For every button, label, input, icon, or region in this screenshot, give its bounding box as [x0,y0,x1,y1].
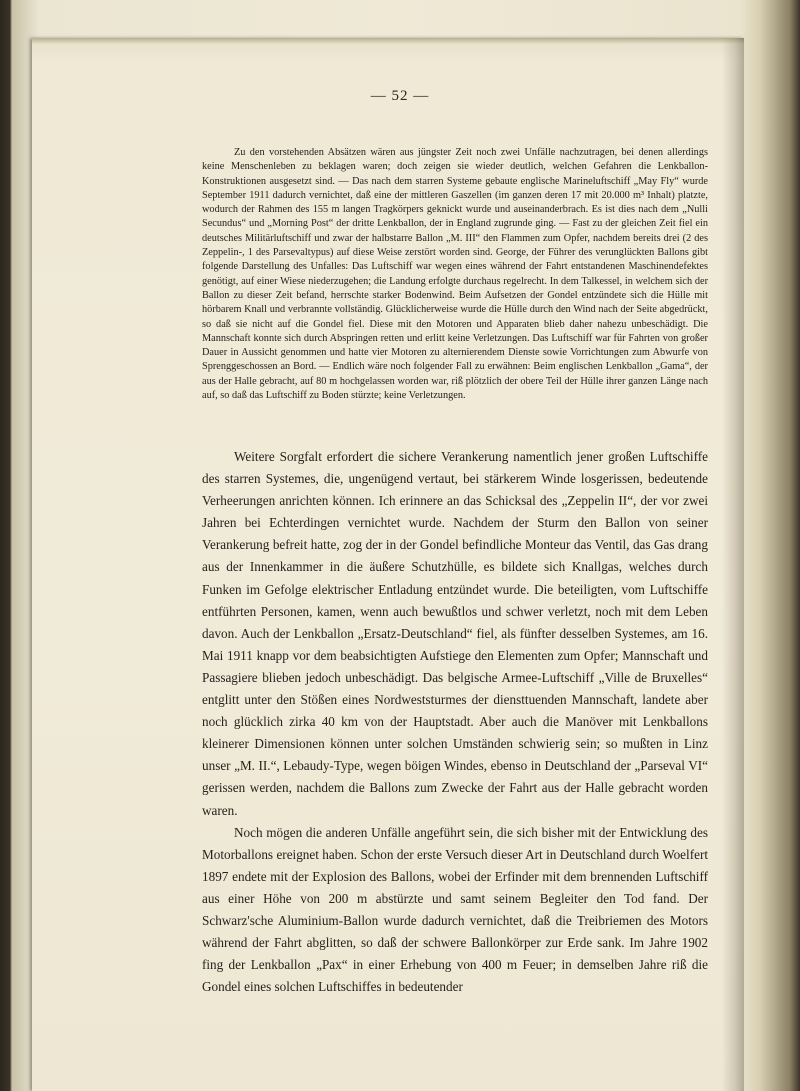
body-text-block [202,446,708,998]
footnote-text-block [202,146,708,403]
page-fold-shadow [722,38,744,1091]
body-paragraph: Weitere Sorgfalt erfordert die sichere Verankerung namentlich jener großen Luftschiffe des starren Systemes, die, ungenügend vertaut, bei stärkerem Winde losgerissen, bedeutende Verheerungen anrichten können. Ich erinnere an das Schicksal des „Zeppelin II“, der vor zwei Jahren bei Echterdingen vernichtet wurde. Nachdem der Sturm den Ballon von seiner Verankerung befreit hatte, zog der in der Gondel befindliche Monteur das Ventil, das Gas drang aus der Innenkammer in die äußere Schutzhülle, es bildete sich Knallgas, welches durch Funken im Gefolge elektrischer Entladung entzündet wurde. Die beteiligten, vom Luftschiffe entführten Personen, kamen, wenn auch bewußtlos und schwer verletzt, noch mit dem Leben davon. Auch der Lenkballon „Ersatz-Deutschland“ fiel, als fünfter desselben Systemes, am 16. Mai 1911 knapp vor dem beabsichtigten Aufstiege den Elementen zum Opfer; Mannschaft und Passagiere blieben jedoch unbeschädigt. Das belgische Armee-Luftschiff „Ville de Bruxelles“ entglitt unter den Stößen eines Nordweststurmes der diensttuenden Mannschaft, landete aber noch glücklich zirka 40 km von der Hauptstadt. Aber auch die Manöver mit Lenkballons kleinerer Dimensionen können unter solchen Umständen schwierig sein; so mußten in Linz unser „M. II.“, Lebaudy-Type, wegen böigen Windes, ebenso in Deutschland der „Parseval VI“ gerissen werden, nachdem die Ballons zum Zwecke der Fahrt aus der Halle gebracht worden waren. [202,449,708,818]
small-paragraph: Zu den vorstehenden Absätzen wären aus jüngster Zeit noch zwei Unfälle nachzutragen, bei denen allerdings keine Menschenleben zu beklagen waren; doch zeigen sie wieder deutlich, welchen Gefahren die Lenkballon-Konstruktionen ausgesetzt sind. — Das nach dem starren Systeme gebaute englische Marineluftschiff „May Fly“ wurde September 1911 dadurch vernichtet, daß eine der mittleren Gaszellen (im ganzen deren 17 mit 20.000 m³ Inhalt) platzte, wodurch der Rahmen des 155 m langen Tragkörpers geknickt wurde und auseinanderbrach. Es ist dies nach dem „Nulli Secundus“ und „Morning Post“ der dritte Lenkballon, der in England zugrunde ging. — Fast zu der gleichen Zeit fiel ein deutsches Militärluftschiff und zwar der halbstarre Ballon „M. III“ den Flammen zum Opfer, nachdem bereits drei (2 des Zeppelin-, 1 des Parsevaltypus) auf diese Weise zerstört worden sind. George, der Führer des verunglückten Ballons gibt folgende Darstellung des Unfalles: Das Luftschiff war wegen eines während der Fahrt entstandenen Maschinendefektes genötigt, auf einer Wiese niederzugehen; die Landung erfolgte durchaus regelrecht. In dem Talkessel, in welchem sich der Ballon zu dieser Zeit befand, herrschte starker Bodenwind. Beim Aufsetzen der Gondel entzündete sich die Hülle mit hörbarem Knall und verbrannte vollständig. Glücklicherweise wurde die Hülle durch den Wind nach der Seite abgedrückt, so daß sie nicht auf die Gondel fiel. Diese mit den Motoren und Apparaten blieb daher nahezu unbeschädigt. Die Mannschaft konnte sich durch Abspringen retten und erlitt keine Verletzungen. Das Luftschiff war für Fahrten von großer Dauer in Aussicht genommen und hatte vier Motoren zu alternierendem Dienste sowie Vorrichtungen zum Abwurfe von Sprenggeschossen an Bord. — Endlich wäre noch folgender Fall zu erwähnen: Beim englischen Lenkballon „Gama“, der aus der Halle gebracht, auf 80 m hochgelassen worden war, riß plötzlich der obere Teil der Hülle ihrer ganzen Länge nach auf, so daß das Luftschiff zu Boden stürzte; keine Verletzungen. [202,147,708,402]
body-paragraph: Noch mögen die anderen Unfälle angeführt sein, die sich bisher mit der Entwicklung des Motorballons ereignet haben. Schon der erste Versuch dieser Art in Deutschland durch Woelfert 1897 endete mit der Explosion des Ballons, wobei der Erfinder mit dem brennenden Luftschiff aus einer Höhe von 200 m abstürzte und samt seinem Begleiter den Tod fand. Der Schwarz'sche Aluminium-Ballon wurde dadurch vernichtet, daß die Treibriemen des Motors während der Fahrt abglitten, so daß der schwere Ballonkörper zur Erde sank. Im Jahre 1902 fing der Lenkballon „Pax“ in einer Erhebung von 400 m Feuer; in demselben Jahre riß die Gondel eines solchen Luftschiffes in bedeutender [202,824,708,995]
page-number: — 52 — [370,88,430,104]
